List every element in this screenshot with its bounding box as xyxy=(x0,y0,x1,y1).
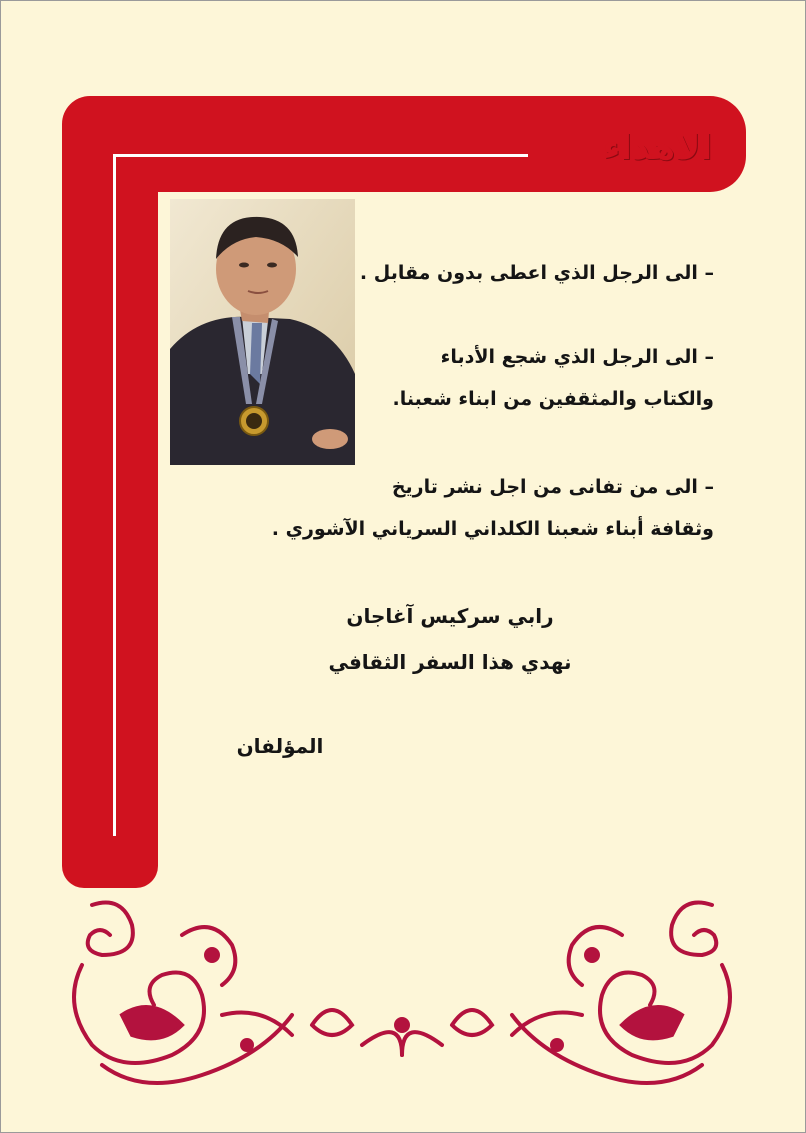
dedication-line: وثقافة أبناء شعبنا الكلداني السرياني الآشوري . xyxy=(271,518,714,540)
white-line-vertical xyxy=(113,154,116,836)
dedication-2 xyxy=(374,336,714,420)
portrait-photo xyxy=(170,199,355,465)
floral-ornament-icon xyxy=(62,895,742,1095)
dedication-line: – الى من تفانى من اجل نشر تاريخ xyxy=(391,476,714,498)
authors-signature: المؤلفان xyxy=(236,734,324,758)
dedication-line: – الى الرجل الذي شجع الأدباء xyxy=(440,346,714,368)
dedication-statement: نهدي هذا السفر الثقافي xyxy=(328,650,572,674)
dedication-line: – الى الرجل الذي اعطى بدون مقابل . xyxy=(359,262,714,284)
dedication-line: والكتاب والمثقفين من ابناء شعبنا. xyxy=(392,388,714,410)
dedication-3 xyxy=(271,466,714,550)
red-frame-top xyxy=(120,96,522,192)
red-frame-left xyxy=(62,96,158,888)
page-title: الاهداء xyxy=(602,128,712,168)
white-line-horizontal xyxy=(113,154,528,157)
dedication-1 xyxy=(359,252,714,294)
honoree-name: رابي سركيس آغاجان xyxy=(346,604,554,628)
